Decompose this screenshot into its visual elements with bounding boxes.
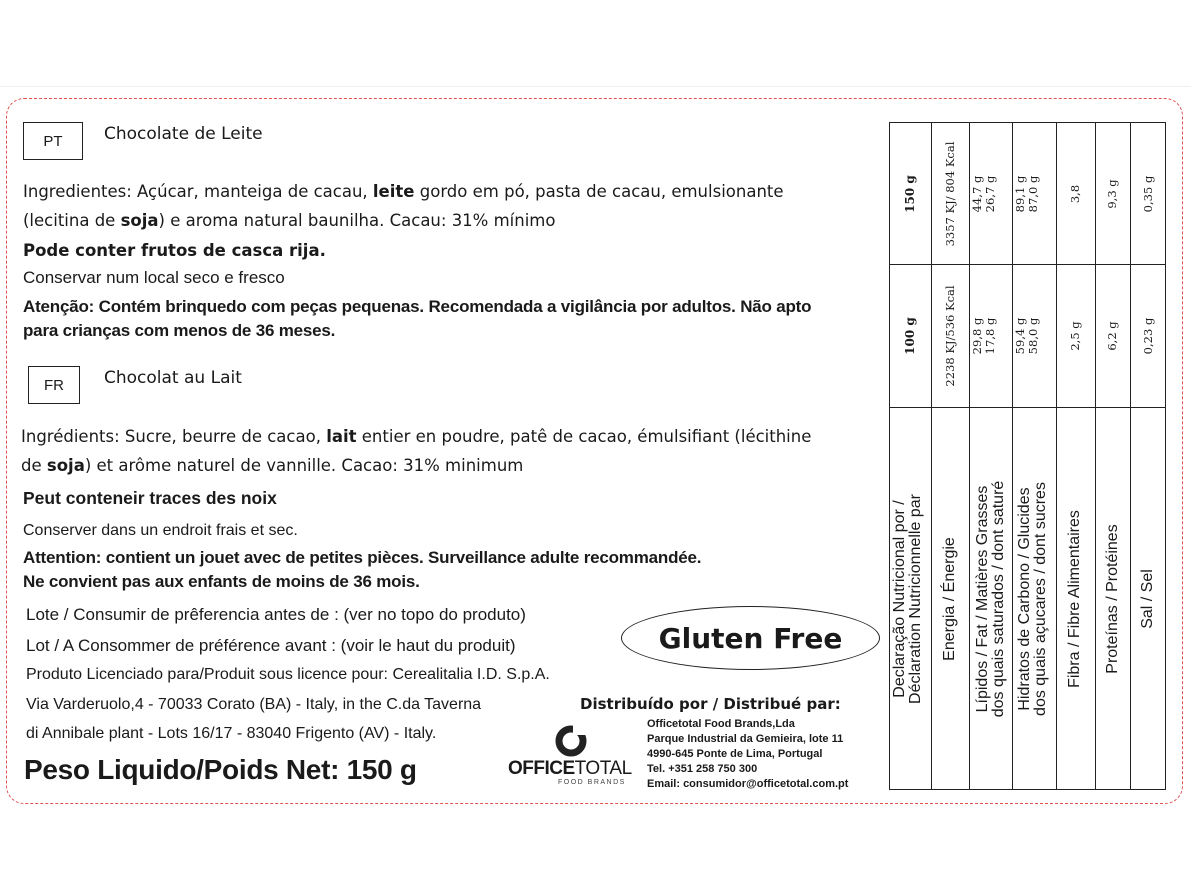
fr-ingredients-line1	[21, 427, 811, 446]
logo-word-total: TOTAL	[574, 758, 632, 779]
table-col-divider	[1095, 123, 1096, 789]
header-100g: 100 g	[903, 317, 917, 355]
table-col-divider	[1056, 123, 1057, 789]
carbs-label	[1017, 409, 1051, 789]
distributor-phone: Tel. +351 258 750 300	[647, 763, 758, 775]
fat-label	[975, 409, 1009, 789]
fr-storage: Conserver dans un endroit frais et sec.	[23, 522, 298, 539]
carbs-100-sugars: 58,0 g	[1026, 317, 1040, 355]
fr-allergen-soy: soja	[46, 456, 85, 475]
energy-label: Energia / Énergie	[941, 537, 958, 661]
distributor-block	[647, 717, 848, 792]
carbs-100	[1014, 266, 1054, 406]
fibre-label: Fibra / Fibre Alimentaires	[1066, 510, 1083, 688]
fat-100	[971, 266, 1011, 406]
salt-100: 0,23 g	[1141, 317, 1155, 355]
pt-allergen-soy: soja	[120, 211, 159, 230]
fr-ingredients-line2	[21, 456, 523, 475]
lang-code-pt	[23, 122, 83, 160]
lot-fr: Lot / A Consommer de préférence avant : (voir le haut du produit)	[26, 636, 516, 655]
licence-line1: Produto Licenciado para/Produit sous licence pour: Cerealitalia I.D. S.p.A.	[26, 666, 550, 683]
logo-word-office: OFFICE	[508, 758, 575, 779]
distributor-address2: 4990-645 Ponte de Lima, Portugal	[647, 748, 823, 760]
fibre-150: 3,8	[1068, 184, 1082, 204]
table-col-divider	[1012, 123, 1013, 789]
table-col-divider	[931, 123, 932, 789]
pt-product-title: Chocolate de Leite	[104, 124, 263, 144]
fr-ingr-text: ) et arôme naturel de vannille. Cacao: 31% minimum	[84, 456, 524, 475]
pt-ingr-text: gordo em pó, pasta de cacau, emulsionante	[414, 182, 784, 201]
fr-warning-line2: Ne convient pas aux enfants de moins de 36 mois.	[23, 572, 420, 591]
distributor-email: Email: consumidor@officetotal.com.pt	[647, 778, 849, 790]
pt-warning-line2: para crianças com menos de 36 meses.	[23, 321, 336, 340]
fr-warning-line1: Attention: contient un jouet avec de petites pièces. Surveillance adulte recommandée.	[23, 548, 702, 567]
distributor-heading: Distribuído por / Distribué par:	[580, 695, 841, 713]
table-row-divider	[890, 264, 1165, 265]
gluten-free-text: Gluten Free	[658, 621, 843, 655]
pt-ingredients-line2	[23, 211, 555, 230]
fat-100-saturated: 17,8 g	[983, 317, 997, 355]
nutrition-table	[889, 122, 1166, 790]
licence-line2: Via Varderuolo,4 - 70033 Corato (BA) - Italy, in the C.da Taverna	[26, 696, 482, 713]
gluten-free-badge	[621, 606, 880, 670]
fat-label-line2: dos quais saturados / dont saturé	[990, 480, 1007, 718]
header-150g: 150 g	[903, 175, 917, 213]
logo-subtitle: FOOD BRANDS	[558, 779, 626, 786]
fat-label-line1: Lípidos / Fat / Matières Grasses	[974, 485, 991, 713]
lang-code-fr	[28, 366, 80, 404]
carbs-label-line2: dos quais açucares / dont sucres	[1032, 482, 1049, 716]
ring-logo-icon	[554, 724, 588, 758]
lang-code-pt-text: PT	[43, 132, 63, 150]
fr-may-contain: Peut conteneir traces des noix	[23, 488, 277, 508]
net-weight: Peso Liquido/Poids Net: 150 g	[24, 754, 417, 785]
carbs-100-total: 59,4 g	[1013, 317, 1027, 355]
distributor-address1: Parque Industrial da Gemieira, lote 11	[647, 733, 844, 745]
energy-100: 2238 KJ/536 Kcal	[943, 285, 957, 387]
pt-warning-line1: Atenção: Contém brinquedo com peças pequenas. Recomendada a vigilância por adultos. Não apto	[23, 297, 812, 316]
pt-ingr-text: Ingredientes: Açúcar, manteiga de cacau,	[23, 182, 373, 201]
salt-label: Sal / Sel	[1139, 569, 1156, 629]
carbs-label-line1: Hidratos de Carbono / Glucides	[1016, 487, 1033, 711]
fr-allergen-milk: lait	[326, 427, 357, 446]
fat-150-saturated: 26,7 g	[983, 175, 997, 213]
lot-pt: Lote / Consumir de prêferencia antes de : (ver no topo do produto)	[26, 605, 526, 624]
pt-ingr-text: (lecitina de	[23, 211, 121, 230]
officetotal-logo	[506, 722, 638, 790]
table-col-divider	[1130, 123, 1131, 789]
fat-150	[971, 124, 1011, 264]
pt-allergen-milk: leite	[372, 182, 415, 201]
top-rule	[0, 86, 1191, 87]
protein-150: 9,3 g	[1105, 179, 1119, 209]
pt-ingredients-line1	[23, 182, 784, 201]
pt-storage: Conservar num local seco e fresco	[23, 268, 285, 287]
fr-ingr-text: de	[21, 456, 47, 475]
nutrition-title-line1: Declaração Nutricional por /	[891, 500, 908, 698]
logo-wordmark	[508, 758, 632, 780]
energy-150: 3357 KJ/ 804 Kcal	[943, 141, 957, 247]
protein-label: Proteínas / Protéines	[1104, 524, 1121, 674]
fr-ingr-text: entier en poudre, patê de cacao, émulsifiant (lécithine	[356, 427, 812, 446]
fr-product-title: Chocolat au Lait	[104, 368, 242, 388]
licence-line3: di Annibale plant - Lots 16/17 - 83040 Frigento (AV) - Italy.	[26, 725, 437, 742]
table-col-divider	[969, 123, 970, 789]
fat-150-total: 44,7 g	[970, 175, 984, 213]
lang-code-fr-text: FR	[44, 376, 64, 394]
carbs-150-sugars: 87,0 g	[1026, 175, 1040, 213]
pt-may-contain: Pode conter frutos de casca rija.	[23, 241, 326, 260]
pt-ingr-text: ) e aroma natural baunilha. Cacau: 31% mínimo	[158, 211, 556, 230]
nutrition-title	[892, 409, 926, 789]
distributor-name: Officetotal Food Brands,Lda	[647, 718, 795, 730]
fr-ingr-text: Ingrédients: Sucre, beurre de cacao,	[21, 427, 327, 446]
protein-100: 6,2 g	[1105, 321, 1119, 351]
fibre-100: 2,5 g	[1068, 321, 1082, 351]
salt-150: 0,35 g	[1141, 175, 1155, 213]
table-row-divider	[890, 407, 1165, 408]
carbs-150	[1014, 124, 1054, 264]
nutrition-title-line2: Déclaration Nutricionnelle par	[907, 494, 924, 704]
fat-100-total: 29,8 g	[970, 317, 984, 355]
carbs-150-total: 89,1 g	[1013, 175, 1027, 213]
